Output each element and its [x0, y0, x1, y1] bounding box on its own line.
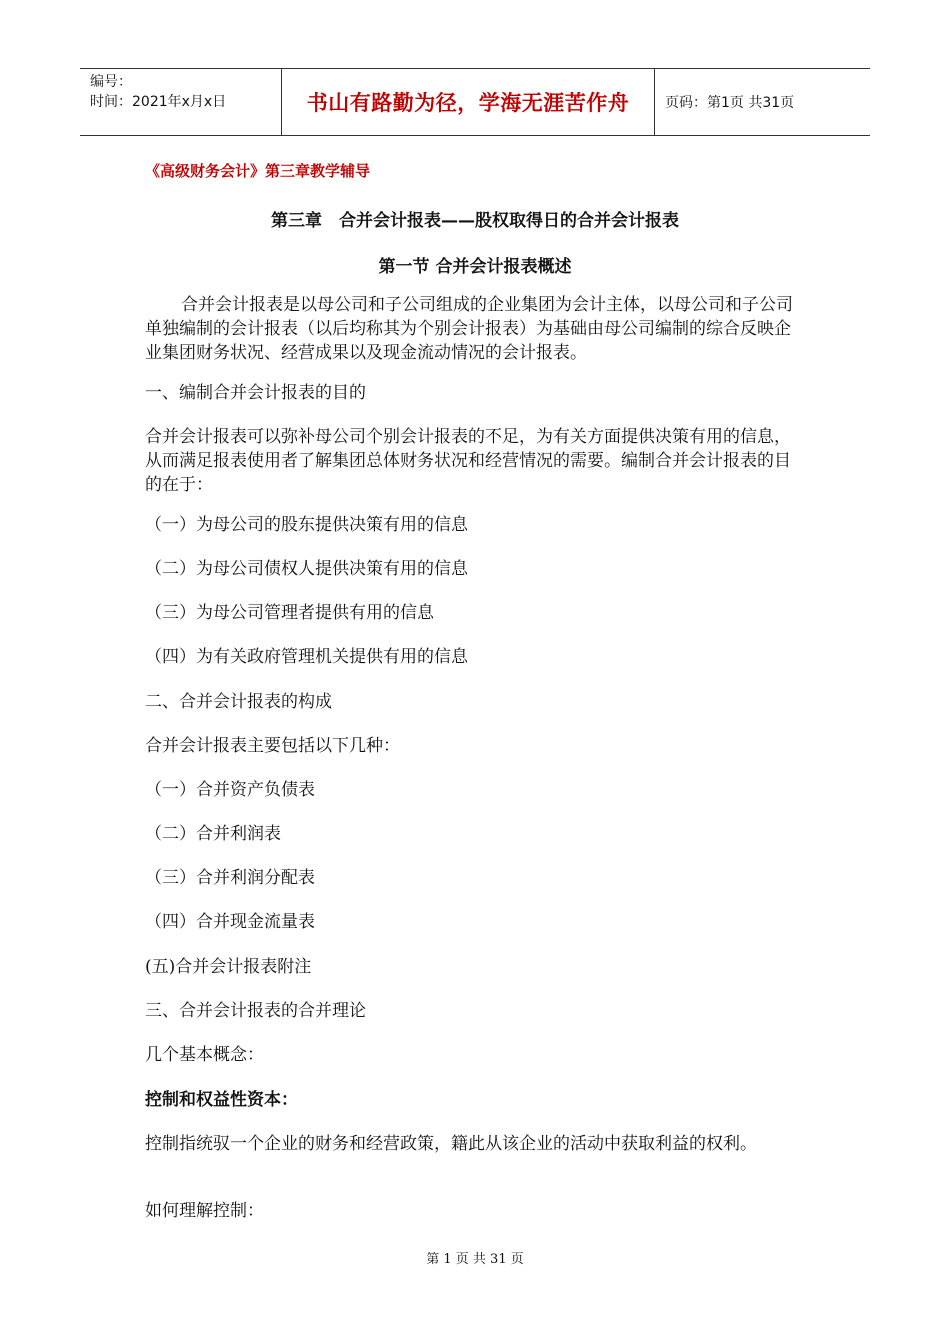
header-page-info: 页码：第1页 共31页	[665, 95, 795, 111]
composition-item-5: (五)合并会计报表附注	[145, 957, 312, 977]
composition-item-1: （一）合并资产负债表	[145, 780, 315, 800]
purpose-item-4: （四）为有关政府管理机关提供有用的信息	[145, 647, 468, 667]
section-title: 第一节 合并会计报表概述	[378, 257, 572, 277]
composition-intro: 合并会计报表主要包括以下几种：	[145, 736, 400, 756]
header-motto: 书山有路勤为径，学海无涯苦作舟	[281, 69, 655, 135]
heading-composition: 二、合并会计报表的构成	[145, 692, 332, 712]
basic-concepts: 几个基本概念：	[145, 1045, 264, 1065]
document-header	[80, 68, 870, 136]
header-meta	[80, 69, 281, 135]
guide-title: 《高级财务会计》第三章教学辅导	[145, 162, 371, 180]
purpose-item-3: （三）为母公司管理者提供有用的信息	[145, 603, 434, 623]
time-label: 时间：2021年x月x日	[90, 94, 227, 110]
composition-item-2: （二）合并利润表	[145, 824, 281, 844]
page-footer: 第 1 页 共 31 页	[426, 1252, 524, 1267]
heading-purpose: 一、编制合并会计报表的目的	[145, 383, 366, 403]
composition-item-4: （四）合并现金流量表	[145, 912, 315, 932]
control-question: 如何理解控制：	[145, 1201, 264, 1221]
control-definition: 控制指统驭一个企业的财务和经营政策，籍此从该企业的活动中获取利益的权利。	[145, 1134, 757, 1154]
control-heading: 控制和权益性资本：	[145, 1090, 298, 1110]
chapter-title: 第三章 合并会计报表——股权取得日的合并会计报表	[271, 211, 679, 231]
intro-paragraph: 合并会计报表是以母公司和子公司组成的企业集团为会计主体，以母公司和子公司单独编制的会计报表（以后均称其为个别会计报表）为基础由母公司编制的综合反映企业集团财务状况、经营成果以及现金流动情况的会计报表。	[145, 295, 793, 363]
purpose-item-1: （一）为母公司的股东提供决策有用的信息	[145, 515, 468, 535]
composition-item-3: （三）合并利润分配表	[145, 868, 315, 888]
number-label: 编号：	[90, 74, 132, 90]
purpose-paragraph: 合并会计报表可以弥补母公司个别会计报表的不足，为有关方面提供决策有用的信息，从而满足报表使用者了解集团总体财务状况和经营情况的需要。编制合并会计报表的目的在于：	[145, 427, 791, 495]
heading-theory: 三、合并会计报表的合并理论	[145, 1001, 366, 1021]
purpose-item-2: （二）为母公司债权人提供决策有用的信息	[145, 559, 468, 579]
